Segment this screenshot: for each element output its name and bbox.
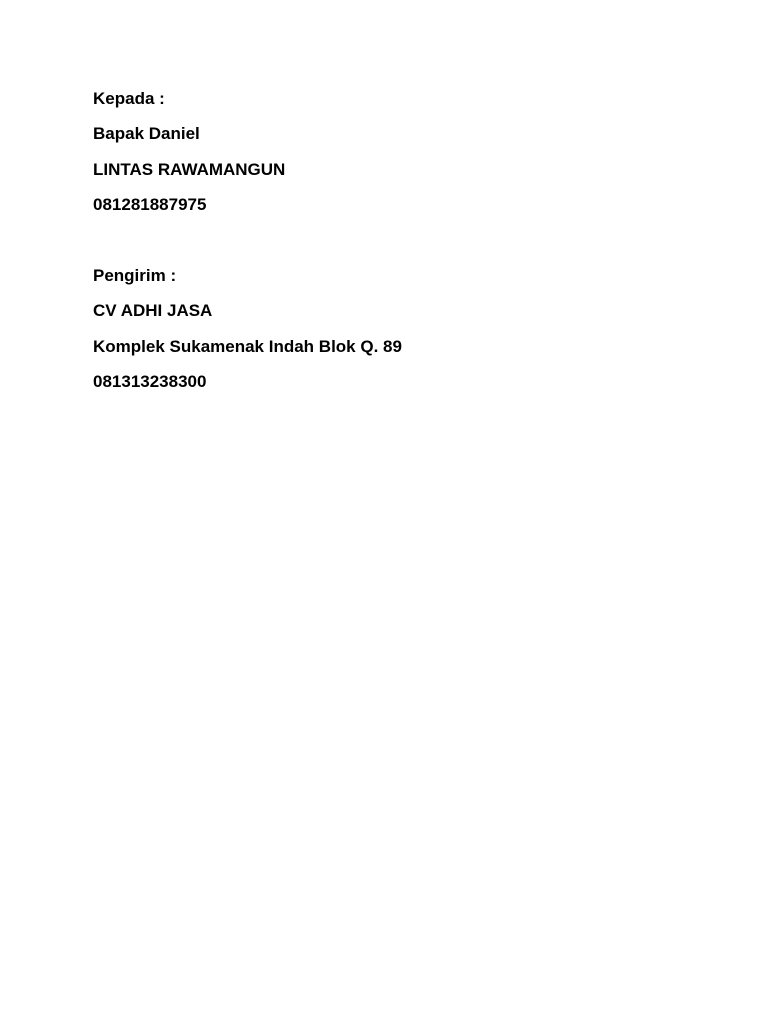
sender-block bbox=[93, 264, 402, 405]
recipient-name: Bapak Daniel bbox=[93, 124, 200, 144]
recipient-label: Kepada : bbox=[93, 89, 165, 108]
sender-phone: 081313238300 bbox=[93, 371, 207, 391]
sender-address: Komplek Sukamenak Indah Blok Q. 89 bbox=[93, 336, 402, 356]
sender-name: CV ADHI JASA bbox=[93, 301, 213, 321]
sender-label: Pengirim : bbox=[93, 266, 177, 285]
recipient-phone: 081281887975 bbox=[93, 194, 207, 214]
recipient-block bbox=[93, 87, 285, 228]
recipient-location: LINTAS RAWAMANGUN bbox=[93, 159, 286, 179]
